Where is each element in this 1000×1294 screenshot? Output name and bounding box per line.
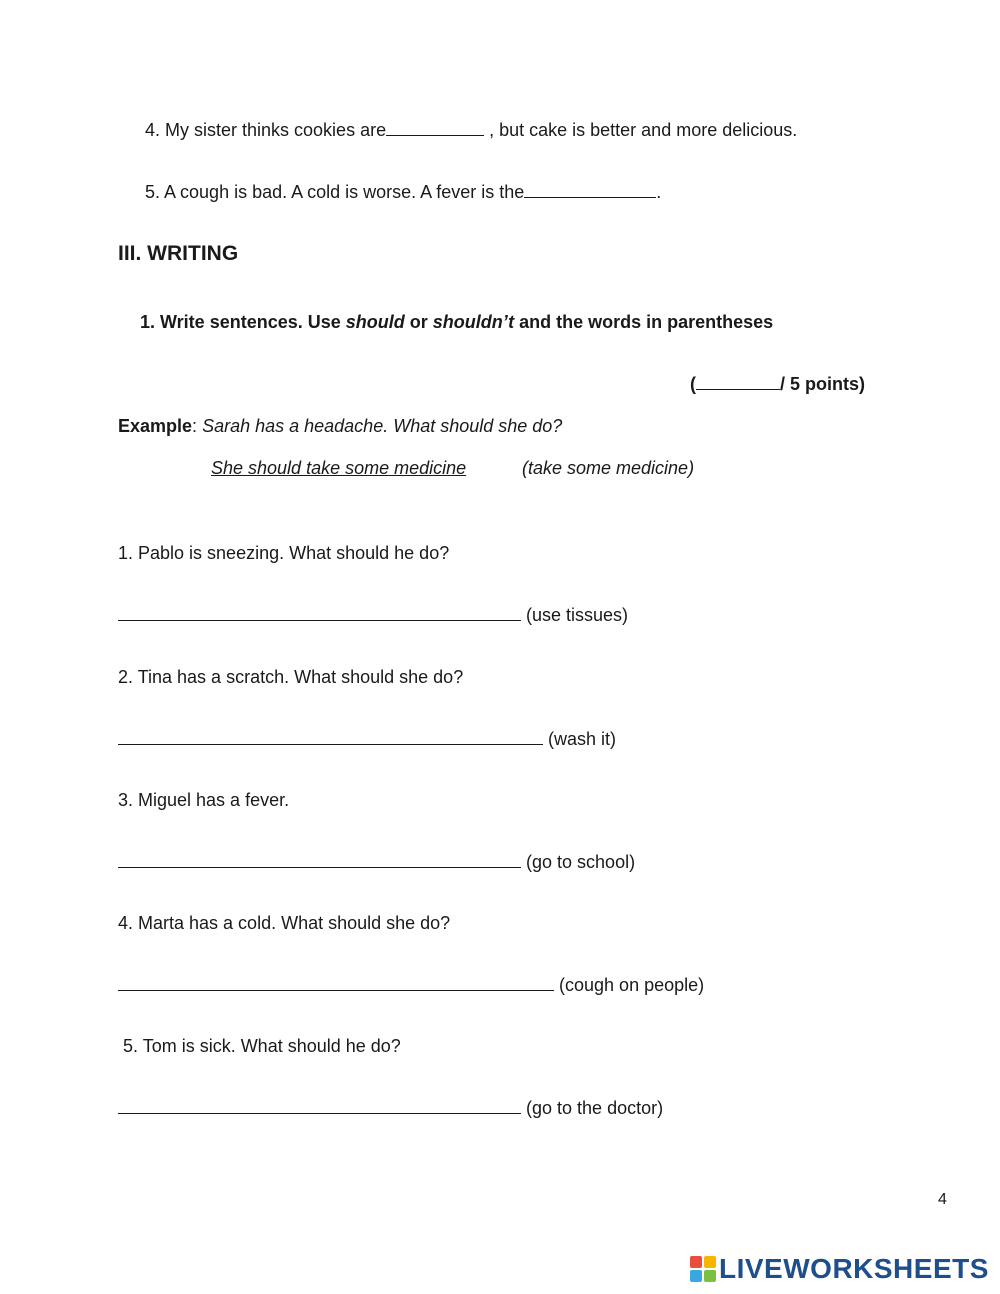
item-question: 5. Tom is sick. What should he do? [123, 1036, 401, 1056]
example-question: Example: Sarah has a headache. What should she do? [118, 416, 563, 436]
item-answer-row [118, 1097, 663, 1119]
item-question: 4. Marta has a cold. What should she do? [118, 913, 451, 933]
item-question: 2. Tina has a scratch. What should she do? [118, 667, 464, 687]
item-answer-row [118, 974, 704, 996]
answer-blank[interactable] [524, 181, 656, 198]
liveworksheets-logo [690, 1251, 989, 1287]
example-hint: (take some medicine) [522, 458, 695, 478]
grammar-question-4: 4. My sister thinks cookies are , but cake is better and more delicious. [145, 120, 798, 140]
item-hint: (go to school) [526, 852, 636, 872]
item-question: 1. Pablo is sneezing. What should he do? [118, 543, 450, 563]
answer-blank[interactable] [386, 119, 484, 136]
logo-text: LIVEWORKSHEETS [719, 1253, 989, 1284]
instruction: 1. Write sentences. Use should or shouldn’t and the words in parentheses [140, 312, 774, 332]
item-hint: (wash it) [548, 729, 617, 749]
answer-line[interactable] [118, 974, 554, 991]
answer-line[interactable] [118, 1097, 521, 1114]
points-score: ( / 5 points) [690, 374, 865, 394]
item-answer-row [118, 851, 635, 873]
item-hint: (go to the doctor) [526, 1098, 664, 1118]
item-hint: (use tissues) [526, 605, 629, 625]
example-answer: She should take some medicine [211, 458, 467, 478]
item-hint: (cough on people) [559, 975, 705, 995]
answer-line[interactable] [118, 728, 543, 745]
section-title: III. WRITING [118, 242, 239, 265]
item-answer-row [118, 604, 628, 626]
answer-line[interactable] [118, 851, 521, 868]
item-question: 3. Miguel has a fever. [118, 790, 290, 810]
item-answer-row [118, 728, 616, 750]
logo-cubes-icon [690, 1256, 716, 1282]
score-blank [696, 373, 780, 390]
grammar-question-5: 5. A cough is bad. A cold is worse. A fever is the . [145, 182, 662, 202]
answer-line[interactable] [118, 604, 521, 621]
page-number: 4 [938, 1191, 947, 1208]
